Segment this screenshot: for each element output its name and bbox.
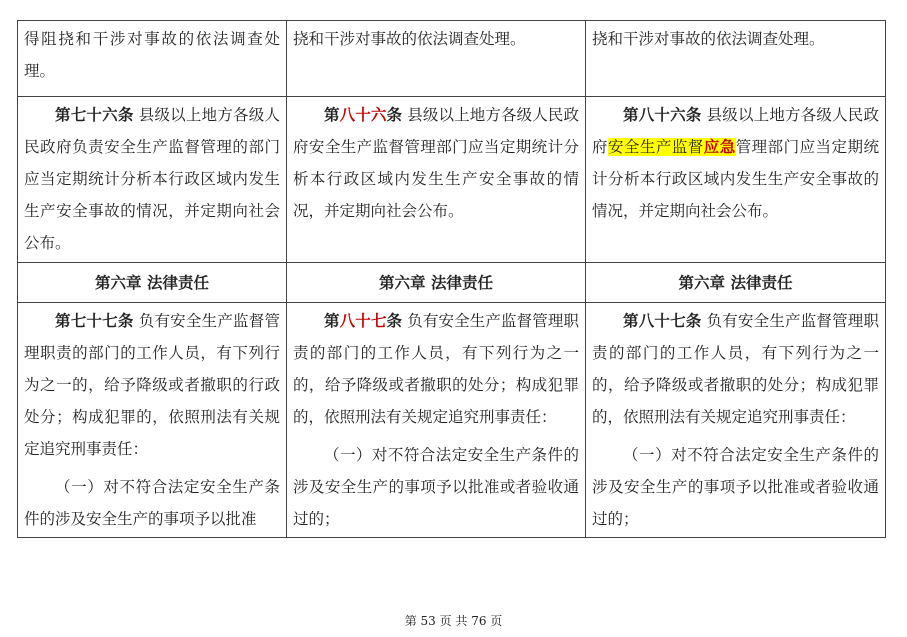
heading-part: 条: [386, 312, 403, 330]
chapter-heading: 第六章 法律责任: [18, 263, 287, 303]
highlighted-deleted-text: 安全生产监督: [607, 138, 704, 156]
article-heading: 第七十七条: [55, 312, 134, 330]
table-row: [18, 97, 886, 263]
article-heading: [324, 312, 402, 330]
article-body: 负有安全生产监督管理职责的部门的工作人员，有下列行为之一的，给予降级或者撤职的行政处分；构成犯罪的，依照刑法有关规定追究刑事责任：: [24, 312, 280, 458]
table-row: [18, 263, 886, 303]
table-cell: [287, 97, 586, 263]
highlighted-inserted-text: 应急: [703, 138, 736, 156]
article-heading: [324, 106, 402, 124]
article-body: 管理部门应当定期统计分析本行政区域内发生生产安全事故的情况，并定期向社会公布。: [592, 138, 879, 220]
article-heading: 第七十六条: [55, 106, 134, 124]
cell-text: 挠和干涉对事故的依法调查处理。: [293, 30, 526, 48]
article-heading: 第八十七条: [623, 312, 702, 330]
table-cell: [287, 303, 586, 538]
table-row: [18, 21, 886, 97]
heading-changed-part: 八十六: [339, 106, 387, 124]
article-body: 县级以上地方各级人民政府: [592, 106, 879, 156]
table-cell: [586, 21, 886, 97]
article-body: 负有安全生产监督管理职责的部门的工作人员，有下列行为之一的，给予降级或者撤职的处分；构成犯罪的，依照刑法有关规定追究刑事责任：: [293, 312, 579, 426]
article-item: （一）对不符合法定安全生产条件的涉及安全生产的事项予以批准或者验收通过的；: [293, 446, 579, 528]
article-body: 负有安全生产监督管理职责的部门的工作人员，有下列行为之一的，给予降级或者撤职的处分；构成犯罪的，依照刑法有关规定追究刑事责任：: [592, 312, 879, 426]
heading-part: 第: [324, 312, 340, 330]
table-cell: [18, 97, 287, 263]
article-item: （一）对不符合法定安全生产条件的涉及安全生产的事项予以批准: [24, 478, 280, 528]
comparison-table: [17, 20, 886, 538]
heading-part: 第: [324, 106, 340, 124]
table-cell: [287, 21, 586, 97]
chapter-heading: 第六章 法律责任: [287, 263, 586, 303]
table-cell: [18, 303, 287, 538]
heading-changed-part: 八十七: [339, 312, 387, 330]
page-number-footer: 第 53 页 共 76 页: [404, 614, 503, 628]
cell-text: 得阻挠和干涉对事故的依法调查处理。: [24, 30, 280, 80]
article-heading: 第八十六条: [623, 106, 702, 124]
table-cell: [586, 303, 886, 538]
table-row: [18, 303, 886, 538]
chapter-heading: 第六章 法律责任: [586, 263, 886, 303]
cell-text: 挠和干涉对事故的依法调查处理。: [592, 30, 825, 48]
article-item: （一）对不符合法定安全生产条件的涉及安全生产的事项予以批准或者验收通过的；: [592, 446, 879, 528]
table-cell: [18, 21, 287, 97]
heading-part: 条: [386, 106, 403, 124]
article-body: 县级以上地方各级人民政府负责安全生产监督管理的部门应当定期统计分析本行政区域内发生生产安全事故的情况，并定期向社会公布。: [24, 106, 280, 252]
table-cell: [586, 97, 886, 263]
article-body: 县级以上地方各级人民政府安全生产监督管理部门应当定期统计分析本行政区域内发生生产安全事故的情况，并定期向社会公布。: [293, 106, 579, 220]
